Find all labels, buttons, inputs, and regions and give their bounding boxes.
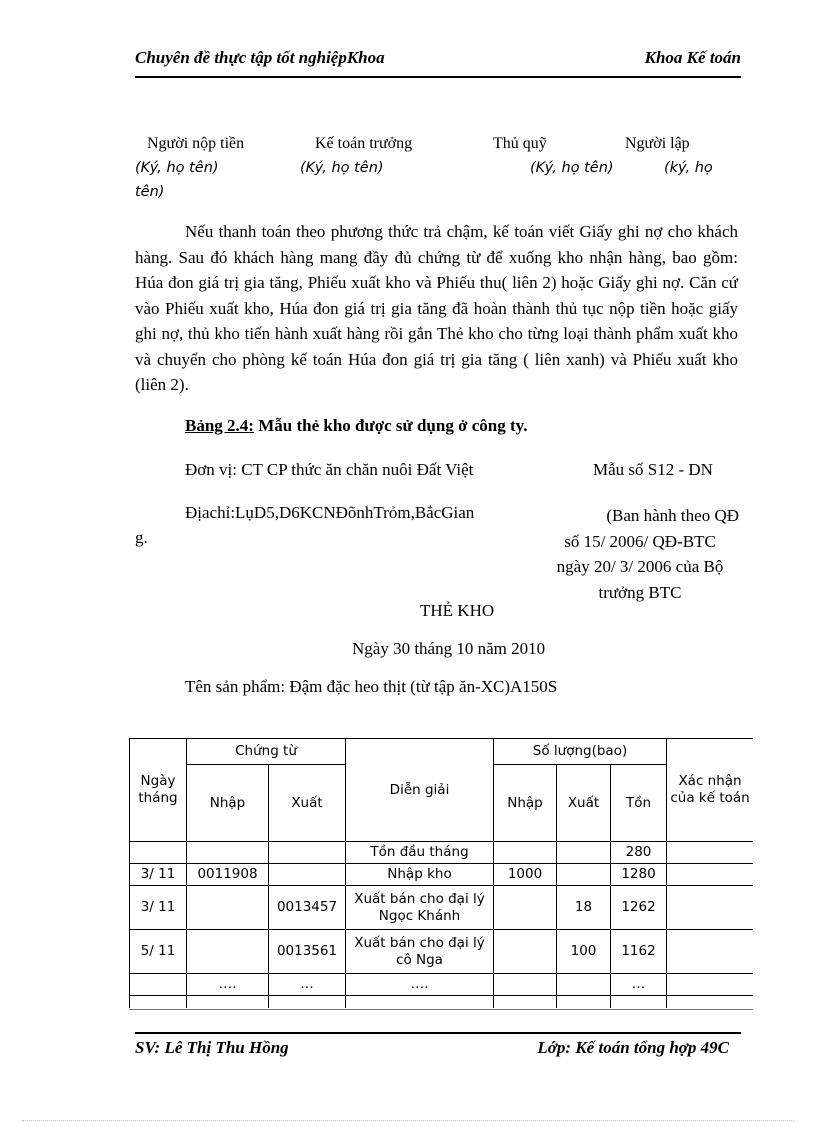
cell-description: Xuất bán cho đại lý Ngọc Khánh (346, 886, 494, 930)
cell-in-no: …. (187, 974, 269, 996)
cell-stock: 1262 (611, 886, 667, 930)
cell-out-no (269, 864, 346, 886)
cell-stock: 1280 (611, 864, 667, 886)
address-wrap: g. (135, 528, 148, 547)
table-cut-line (129, 1009, 753, 1010)
form-number: Mẫu số S12 - DN (593, 460, 713, 479)
cell-qty-in (494, 842, 557, 864)
cell-qty-in: 1000 (494, 864, 557, 886)
cell-qty-in (494, 886, 557, 930)
cell-out-no: 0013561 (269, 930, 346, 974)
cell-confirm (667, 842, 753, 864)
paragraph-text: Nếu thanh toán theo phương thức trả chậm, kế toán viết Giấy ghi nợ cho khách hàng. Sau đó khách hàng mang đầy đủ chứng từ để xuống kho nhận hàng, bao gồm: Húa đon giá trị gia tăng, Phiếu xuất kho và Phiếu thu( liên 2) hoặc Giấy ghi nợ. Căn cứ vào Phiếu xuất kho, Húa đon giá trị gia tăng đã hoàn thành thủ tục nộp tiền hoặc giấy ghi nợ, thủ kho tiến hành xuất hàng rồi gắn Thẻ kho cho từng loại thành phẩm xuất kho và chuyển cho phòng kế toán Húa đon giá trị gia tăng ( liên xanh) và Phiếu xuất kho (liên 2). (135, 222, 738, 394)
table-caption-label: Bảng 2.4: (185, 416, 254, 435)
sig-role-payer: Người nộp tiền (147, 135, 245, 152)
sig-note-cashier: (Ký, họ tên) (530, 160, 614, 176)
cell-date: 5/ 11 (130, 930, 187, 974)
header-rule (135, 76, 741, 78)
footer-student: SV: Lê Thị Thu Hồng (135, 1038, 289, 1057)
col-header-qty-out: Xuất (557, 765, 611, 842)
header-left: Chuyên đề thực tập tốt nghiệpKhoa (135, 48, 385, 67)
cell-in-no (187, 886, 269, 930)
footer-rule (135, 1032, 741, 1034)
cell-confirm (667, 864, 753, 886)
stock-card-table-wrap (129, 738, 753, 1008)
cell-qty-out: 100 (557, 930, 611, 974)
cell-date (130, 974, 187, 996)
page-footer (135, 1038, 741, 1062)
regulation-note (535, 503, 745, 605)
table-row (130, 842, 754, 864)
cell-qty-in (494, 974, 557, 996)
sig-role-cashier: Thủ quỹ (493, 135, 547, 152)
cell-in-no: 0011908 (187, 864, 269, 886)
footer-class: Lớp: Kế toán tổng hợp 49C (537, 1038, 729, 1057)
col-header-qty-in: Nhập (494, 765, 557, 842)
cell-stock: … (611, 974, 667, 996)
sig-role-chief-accountant: Kế toán trưởng (315, 135, 413, 152)
cell-qty-out (557, 974, 611, 996)
stock-card-table (129, 738, 753, 1008)
page-edge-dotted-line (22, 1120, 794, 1121)
cell-stock: 280 (611, 842, 667, 864)
cell-date (130, 842, 187, 864)
table-row (130, 864, 754, 886)
col-header-date: Ngày tháng (130, 739, 187, 842)
regulation-line-1: (Ban hành theo QĐ (606, 506, 739, 525)
col-header-description: Diễn giải (346, 739, 494, 842)
cell-date: 3/ 11 (130, 886, 187, 930)
header-right: Khoa Kế toán (644, 48, 741, 67)
table-row-cutoff (130, 996, 754, 1009)
cell-qty-out: 18 (557, 886, 611, 930)
col-header-qty-stock: Tồn (611, 765, 667, 842)
cell-description: Xuất bán cho đại lý cô Nga (346, 930, 494, 974)
regulation-line-2: số 15/ 2006/ QĐ-BTC (564, 531, 716, 551)
cell-confirm (667, 974, 753, 996)
cell-in-no (187, 930, 269, 974)
col-header-voucher-out: Xuất (269, 765, 346, 842)
cell-description: Nhập kho (346, 864, 494, 886)
document-title: THẺ KHO (420, 601, 495, 620)
cell-qty-out (557, 842, 611, 864)
col-header-quantity: Số lượng(bao) (494, 739, 667, 765)
col-header-confirm: Xác nhận của kế toán (667, 739, 753, 842)
cell-in-no (187, 842, 269, 864)
page-header (135, 48, 741, 72)
sig-note-payer: (Ký, họ tên) (135, 160, 219, 176)
cell-qty-out (557, 864, 611, 886)
sig-note-wrap: tên) (135, 184, 165, 200)
product-name: Tên sản phẩm: Đậm đặc heo thịt (từ tập ăn-XC)A150S (185, 677, 558, 696)
cell-date: 3/ 11 (130, 864, 187, 886)
sig-role-preparer: Người lập (625, 135, 690, 152)
document-date: Ngày 30 tháng 10 năm 2010 (352, 639, 546, 658)
sig-note-chief-accountant: (Ký, họ tên) (300, 160, 384, 176)
unit-name: Đơn vị: CT CP thức ăn chăn nuôi Đất Việt (185, 460, 474, 479)
cell-qty-in (494, 930, 557, 974)
table-caption (185, 416, 527, 436)
regulation-line-4: trưởng BTC (598, 582, 682, 602)
cell-confirm (667, 886, 753, 930)
table-row (130, 886, 754, 930)
cell-confirm (667, 930, 753, 974)
cell-out-no: … (269, 974, 346, 996)
address: Địachỉ:LụD5,D6KCNĐõnhTrỏm,BắcGian (185, 503, 475, 522)
sig-note-preparer: (ký, họ (664, 160, 713, 176)
table-header-row (130, 739, 754, 765)
regulation-line-3: ngày 20/ 3/ 2006 của Bộ (556, 557, 724, 576)
col-header-voucher: Chứng từ (187, 739, 346, 765)
col-header-voucher-in: Nhập (187, 765, 269, 842)
cell-out-no (269, 842, 346, 864)
table-caption-text: Mẫu thẻ kho được sử dụng ở công ty. (253, 416, 528, 435)
cell-description: …. (346, 974, 494, 996)
body-paragraph (135, 219, 738, 398)
cell-description: Tồn đầu tháng (346, 842, 494, 864)
cell-stock: 1162 (611, 930, 667, 974)
table-row (130, 974, 754, 996)
cell-out-no: 0013457 (269, 886, 346, 930)
table-row (130, 930, 754, 974)
